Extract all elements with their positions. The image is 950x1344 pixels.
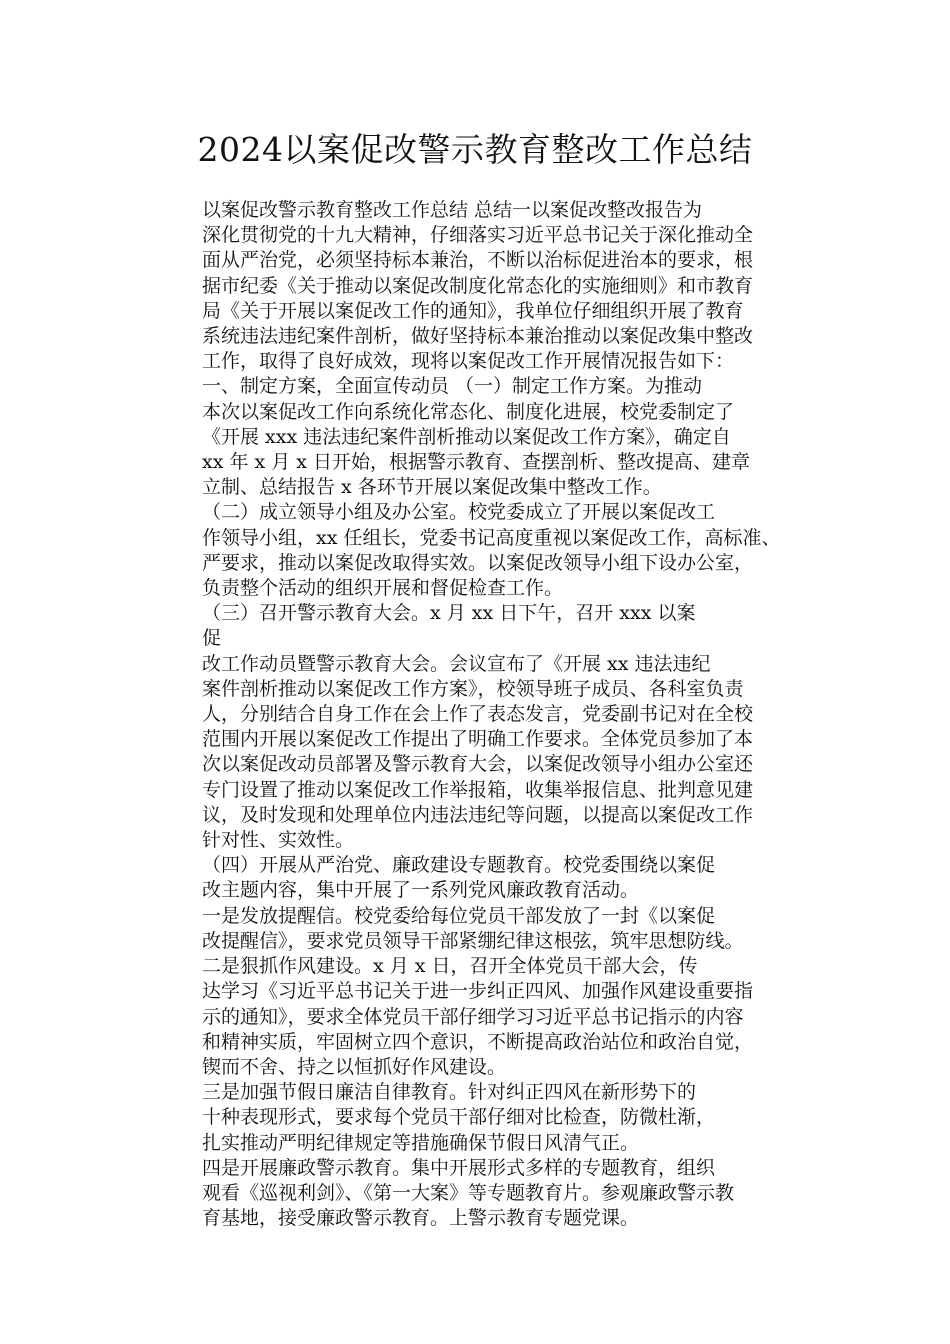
paragraph-line: 针对性、实效性。 (202, 829, 355, 852)
paragraph-line: 负责整个活动的组织开展和督促检查工作。 (202, 577, 564, 600)
paragraph-line: 锲而不舍、持之以恒抓好作风建设。 (202, 1055, 507, 1078)
paragraph-line: 育基地，接受廉政警示教育。上警示教育专题党课。 (202, 1207, 640, 1230)
paragraph-line: xx 年 x 月 x 日开始，根据警示教育、查摆剖析、整改提高、建章 (202, 451, 751, 474)
paragraph (145, 1105, 807, 1155)
paragraph-line: 作领导小组，xx 任组长，党委书记高度重视以案促改工作，高标准、 (202, 526, 781, 549)
paragraph-line: 改主题内容，集中开展了一系列党风廉政教育活动。 (202, 879, 640, 902)
paragraph (145, 500, 807, 601)
paragraph-line: 二是狠抓作风建设。x 月 x 日，召开全体党员干部大会，传 (202, 955, 698, 978)
paragraph-line: 次以案促改动员部署及警示教育大会，以案促改领导小组办公室还 (202, 753, 754, 776)
paragraph-line: 以案促改警示教育整改工作总结 总结一以案促改整改报告为 (202, 199, 703, 221)
paragraph-line: 范围内开展以案促改工作提出了明确工作要求。全体党员参加了本 (202, 728, 754, 751)
paragraph-line: 十种表现形式，要求每个党员干部仔细对比检查，防微杜渐， (202, 1106, 716, 1129)
paragraph-line: 促 (202, 627, 222, 650)
paragraph (145, 1080, 807, 1105)
paragraph-line: 人，分别结合自身工作在会上作了表态发言，党委副书记对在全校 (202, 703, 754, 726)
paragraph-line: （三）召开警示教育大会。x 月 xx 日下午，召开 xxx 以案 (202, 602, 696, 625)
paragraph (145, 198, 807, 374)
paragraph-line: 达学习《习近平总书记关于进一步纠正四风、加强作风建设重要指 (202, 980, 754, 1003)
paragraph (145, 1156, 807, 1232)
paragraph-line: 改工作动员暨警示教育大会。会议宣布了《开展 xx 违法违纪 (202, 652, 711, 675)
paragraph-line: 和精神实质，牢固树立四个意识，不断提高政治站位和政治自觉， (202, 1030, 754, 1053)
paragraph-line: 一是发放提醒信。校党委给每位党员干部发放了一封《以案促 (202, 904, 716, 927)
paragraph-line: 《开展 xxx 违法违纪案件剖析推动以案促改工作方案》，确定自 (202, 425, 731, 448)
paragraph-line: 局《关于开展以案促改工作的通知》，我单位仔细组织开展了教育 (202, 299, 744, 322)
paragraph-line: （四）开展从严治党、廉政建设专题教育。校党委围绕以案促 (202, 854, 716, 877)
paragraph-line: 系统违法违纪案件剖析，做好坚持标本兼治推动以案促改集中整改 (202, 325, 754, 348)
paragraph-line: 立制、总结报告 x 各环节开展以案促改集中整改工作。 (202, 476, 662, 499)
paragraph-line: 扎实推动严明纪律规定等措施确保节假日风清气正。 (202, 1131, 640, 1154)
paragraph-line: 严要求，推动以案促改取得实效。以案促改领导小组下设办公室， (202, 551, 754, 574)
document-body (145, 198, 807, 1231)
paragraph-line: （二）成立领导小组及办公室。校党委成立了开展以案促改工 (202, 501, 716, 524)
paragraph (145, 652, 807, 854)
paragraph-line: 深化贯彻党的十九大精神，仔细落实习近平总书记关于深化推动全 (202, 224, 754, 247)
paragraph-line: 面从严治党，必须坚持标本兼治，不断以治标促进治本的要求，根 (202, 249, 754, 272)
paragraph-line: 案件剖析推动以案促改工作方案》，校领导班子成员、各科室负责 (202, 677, 744, 700)
paragraph (145, 954, 807, 1080)
paragraph-line: 据市纪委《关于推动以案促改制度化常态化的实施细则》和市教育 (202, 274, 754, 297)
paragraph-line: 示的通知》，要求全体党员干部仔细学习习近平总书记指示的内容 (202, 1005, 744, 1028)
paragraph (145, 374, 807, 500)
paragraph-line: 议，及时发现和处理单位内违法违纪等问题，以提高以案促改工作 (202, 803, 754, 826)
paragraph (145, 853, 807, 903)
paragraph-line: 本次以案促改工作向系统化常态化、制度化进展，校党委制定了 (202, 400, 735, 423)
paragraph-line: 三是加强节假日廉洁自律教育。针对纠正四风在新形势下的 (202, 1081, 697, 1104)
paragraph-line: 四是开展廉政警示教育。集中开展形式多样的专题教育，组织 (202, 1156, 716, 1179)
paragraph-line: 工作，取得了良好成效，现将以案促改工作开展情况报告如下： (202, 350, 735, 373)
paragraph (145, 601, 807, 651)
paragraph-line: 专门设置了推动以案促改工作举报箱，收集举报信息、批判意见建 (202, 778, 754, 801)
document-title: 2024以案促改警示教育整改工作总结 (197, 130, 753, 169)
paragraph-line: 一、制定方案，全面宣传动员 （一）制定工作方案。为推动 (202, 375, 703, 398)
paragraph (145, 904, 807, 954)
paragraph-line: 观看《巡视利剑》、《第一大案》等专题教育片。参观廉政警示教 (202, 1181, 735, 1204)
paragraph-line: 改提醒信》，要求党员领导干部紧绷纪律这根弦，筑牢思想防线。 (202, 929, 744, 952)
